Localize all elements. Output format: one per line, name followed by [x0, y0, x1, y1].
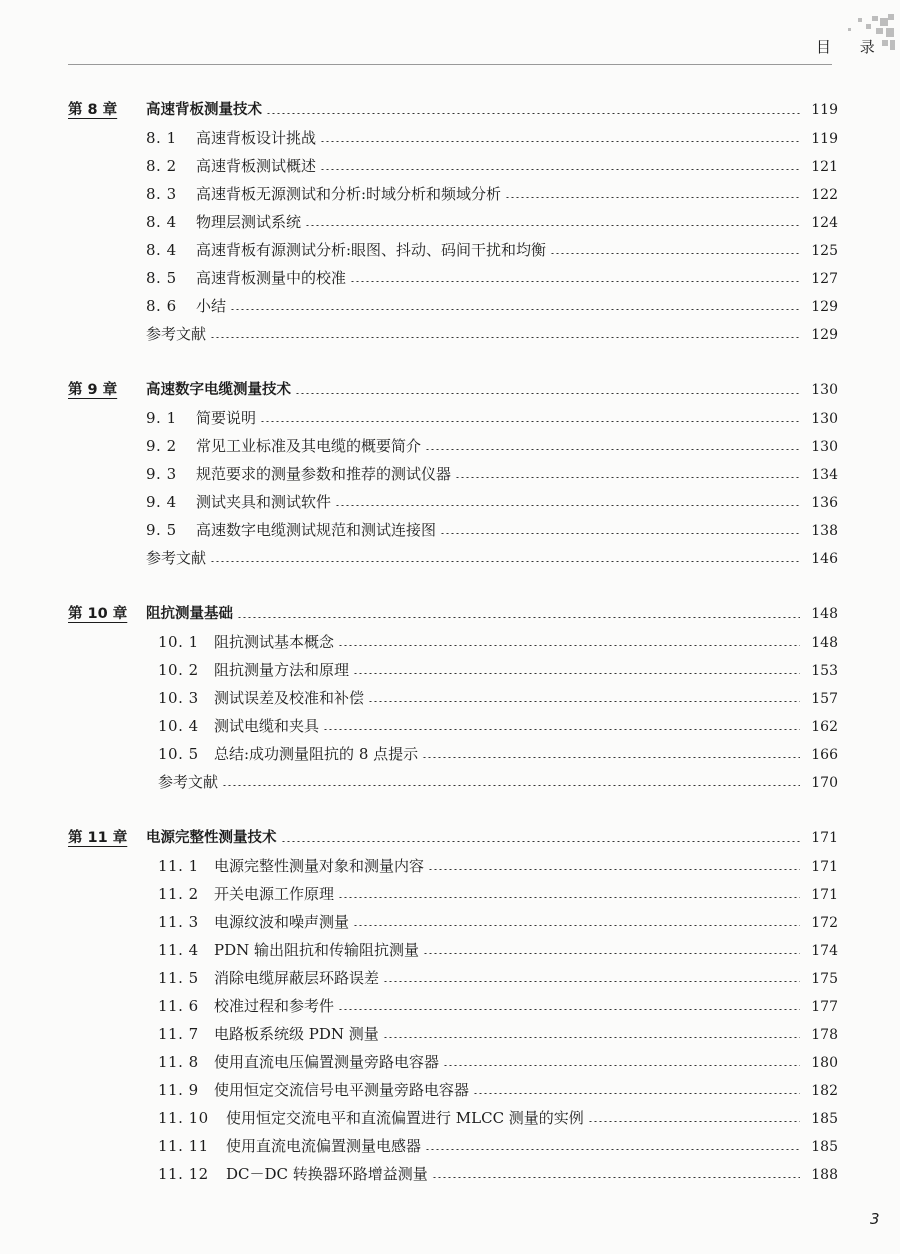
chapter-block — [68, 600, 838, 796]
chapter-entry[interactable] — [68, 376, 838, 404]
chapter-page: 130 — [811, 382, 838, 398]
section-page: 162 — [811, 719, 838, 735]
section-number: 10. 4 — [158, 717, 199, 735]
section-title: 阻抗测试基本概念 — [214, 633, 335, 651]
section-title: 总结:成功测量阻抗的 8 点提示 — [214, 745, 419, 763]
dot-leader — [425, 449, 800, 450]
section-page: 127 — [811, 271, 838, 287]
dot-leader — [440, 533, 800, 534]
dot-leader — [443, 1065, 800, 1066]
dot-leader — [383, 981, 800, 982]
section-title: 测试误差及校准和补偿 — [214, 689, 365, 707]
section-title: 测试电缆和夹具 — [214, 717, 320, 735]
section-title: 开关电源工作原理 — [214, 885, 335, 903]
dot-leader — [353, 673, 800, 674]
dot-leader — [335, 505, 800, 506]
section-entry[interactable] — [68, 1048, 838, 1076]
references-label: 参考文献 — [146, 325, 207, 343]
section-entry[interactable] — [68, 656, 838, 684]
section-number: 8. 3 — [146, 185, 177, 203]
section-number: 10. 2 — [158, 661, 199, 679]
chapter-entry[interactable] — [68, 824, 838, 852]
references-label: 参考文献 — [146, 549, 207, 567]
section-entry[interactable] — [68, 964, 838, 992]
chapter-page: 171 — [811, 830, 838, 846]
chapter-page: 148 — [811, 606, 838, 622]
dot-leader — [455, 477, 800, 478]
chapter-block — [68, 376, 838, 572]
section-entry[interactable] — [68, 152, 838, 180]
section-entry[interactable] — [68, 712, 838, 740]
section-entry[interactable] — [68, 124, 838, 152]
section-entry[interactable] — [68, 1160, 838, 1188]
dot-leader — [281, 841, 801, 842]
dot-leader — [210, 561, 800, 562]
section-page: 138 — [811, 523, 838, 539]
section-page: 134 — [811, 467, 838, 483]
section-page: 119 — [811, 131, 838, 147]
section-title: 高速背板有源测试分析:眼图、抖动、码间干扰和均衡 — [196, 241, 547, 259]
dot-leader — [222, 785, 800, 786]
section-number: 10. 3 — [158, 689, 199, 707]
section-entry[interactable] — [68, 292, 838, 320]
section-entry[interactable] — [68, 236, 838, 264]
section-title: 高速背板测量中的校准 — [196, 269, 347, 287]
chapter-block — [68, 824, 838, 1188]
section-page: 182 — [811, 1083, 838, 1099]
dot-leader — [428, 869, 800, 870]
section-number: 11. 3 — [158, 913, 199, 931]
header-rule — [68, 64, 832, 65]
section-title: 使用直流电流偏置测量电感器 — [226, 1137, 422, 1155]
section-entry[interactable] — [68, 1132, 838, 1160]
section-title: DC－DC 转换器环路增益测量 — [226, 1165, 428, 1183]
dot-leader — [230, 309, 800, 310]
section-number: 11. 6 — [158, 997, 199, 1015]
dot-leader — [237, 617, 800, 618]
chapter-number: 第 9 章 — [68, 382, 118, 398]
section-page: 153 — [811, 663, 838, 679]
section-entry[interactable] — [68, 404, 838, 432]
dot-leader — [260, 421, 800, 422]
section-entry[interactable] — [68, 740, 838, 768]
section-title: 使用恒定交流电平和直流偏置进行 MLCC 测量的实例 — [226, 1109, 584, 1127]
section-number: 11. 8 — [158, 1053, 199, 1071]
dot-leader — [338, 897, 800, 898]
section-title: 电路板系统级 PDN 测量 — [214, 1025, 379, 1043]
chapter-entry[interactable] — [68, 96, 838, 124]
section-page: 188 — [811, 1167, 838, 1183]
dot-leader — [425, 1149, 800, 1150]
section-entry[interactable] — [68, 992, 838, 1020]
section-title: 简要说明 — [196, 409, 257, 427]
section-entry[interactable] — [68, 936, 838, 964]
section-page: 178 — [811, 1027, 838, 1043]
references-label: 参考文献 — [158, 773, 219, 791]
section-number: 9. 5 — [146, 521, 177, 539]
section-entry[interactable] — [68, 432, 838, 460]
section-page: 122 — [811, 187, 838, 203]
chapter-page: 119 — [811, 102, 838, 118]
chapter-title: 电源完整性测量技术 — [146, 830, 277, 846]
section-number: 9. 4 — [146, 493, 177, 511]
section-title: 电源纹波和噪声测量 — [214, 913, 350, 931]
dot-leader — [422, 757, 800, 758]
section-title: PDN 输出阻抗和传输阻抗测量 — [214, 941, 420, 959]
section-entry[interactable] — [68, 460, 838, 488]
chapter-entry[interactable] — [68, 600, 838, 628]
section-page: 157 — [811, 691, 838, 707]
section-page: 180 — [811, 1055, 838, 1071]
section-entry[interactable] — [68, 488, 838, 516]
dot-leader — [305, 225, 800, 226]
section-number: 8. 4 — [146, 213, 177, 231]
dot-leader — [295, 393, 800, 394]
section-page: 130 — [811, 411, 838, 427]
dot-leader — [266, 113, 800, 114]
section-title: 小结 — [196, 297, 227, 315]
section-page: 130 — [811, 439, 838, 455]
dot-leader — [550, 253, 800, 254]
chapter-number: 第 8 章 — [68, 102, 118, 118]
section-page: 146 — [811, 551, 838, 567]
section-title: 消除电缆屏蔽层环路误差 — [214, 969, 380, 987]
section-number: 10. 5 — [158, 745, 199, 763]
dot-leader — [368, 701, 800, 702]
section-number: 10. 1 — [158, 633, 199, 651]
dot-leader — [210, 337, 800, 338]
section-entry[interactable] — [68, 852, 838, 880]
chapter-number: 第 10 章 — [68, 606, 128, 622]
section-page: 174 — [811, 943, 838, 959]
section-title: 高速背板测试概述 — [196, 157, 317, 175]
section-title: 常见工业标准及其电缆的概要简介 — [196, 437, 422, 455]
section-page: 121 — [811, 159, 838, 175]
section-number: 11. 7 — [158, 1025, 199, 1043]
section-entry[interactable] — [68, 684, 838, 712]
section-number: 11. 12 — [158, 1165, 209, 1183]
section-entry[interactable] — [68, 180, 838, 208]
dot-leader — [338, 645, 800, 646]
section-number: 8. 4 — [146, 241, 177, 259]
section-page: 166 — [811, 747, 838, 763]
header-title: 目 录 — [816, 38, 887, 56]
section-number: 8. 6 — [146, 297, 177, 315]
dot-leader — [323, 729, 800, 730]
section-entry[interactable] — [68, 880, 838, 908]
section-page: 129 — [811, 327, 838, 343]
page-number: 3 — [870, 1210, 880, 1228]
dot-leader — [350, 281, 800, 282]
section-number: 8. 2 — [146, 157, 177, 175]
section-page: 148 — [811, 635, 838, 651]
section-title: 规范要求的测量参数和推荐的测试仪器 — [196, 465, 452, 483]
chapter-title: 阻抗测量基础 — [146, 606, 233, 622]
section-page: 125 — [811, 243, 838, 259]
section-page: 175 — [811, 971, 838, 987]
section-entry[interactable] — [68, 908, 838, 936]
section-page: 185 — [811, 1111, 838, 1127]
section-title: 高速数字电缆测试规范和测试连接图 — [196, 521, 437, 539]
section-number: 11. 11 — [158, 1137, 209, 1155]
section-number: 8. 1 — [146, 129, 177, 147]
section-title: 电源完整性测量对象和测量内容 — [214, 857, 425, 875]
chapter-block — [68, 96, 838, 348]
section-title: 使用恒定交流信号电平测量旁路电容器 — [214, 1081, 470, 1099]
dot-leader — [320, 141, 800, 142]
section-page: 170 — [811, 775, 838, 791]
section-title: 物理层测试系统 — [196, 213, 302, 231]
section-number: 11. 4 — [158, 941, 199, 959]
section-number: 8. 5 — [146, 269, 177, 287]
chapter-number: 第 11 章 — [68, 830, 128, 846]
section-title: 测试夹具和测试软件 — [196, 493, 332, 511]
references-entry[interactable] — [68, 320, 838, 348]
dot-leader — [588, 1121, 800, 1122]
dot-leader — [320, 169, 800, 170]
references-entry[interactable] — [68, 768, 838, 796]
section-page: 177 — [811, 999, 838, 1015]
section-entry[interactable] — [68, 516, 838, 544]
section-title: 使用直流电压偏置测量旁路电容器 — [214, 1053, 440, 1071]
chapter-title: 高速数字电缆测量技术 — [146, 382, 291, 398]
dot-leader — [353, 925, 800, 926]
section-number: 9. 2 — [146, 437, 177, 455]
section-number: 9. 1 — [146, 409, 177, 427]
section-number: 11. 5 — [158, 969, 199, 987]
section-title: 高速背板无源测试和分析:时域分析和频域分析 — [196, 185, 502, 203]
section-number: 11. 1 — [158, 857, 199, 875]
section-entry[interactable] — [68, 208, 838, 236]
references-entry[interactable] — [68, 544, 838, 572]
dot-leader — [473, 1093, 800, 1094]
section-number: 11. 10 — [158, 1109, 209, 1127]
section-number: 11. 9 — [158, 1081, 199, 1099]
chapter-title: 高速背板测量技术 — [146, 102, 262, 118]
section-page: 124 — [811, 215, 838, 231]
dot-leader — [383, 1037, 800, 1038]
section-entry[interactable] — [68, 1104, 838, 1132]
section-entry[interactable] — [68, 628, 838, 656]
section-page: 171 — [811, 887, 838, 903]
section-page: 129 — [811, 299, 838, 315]
section-title: 高速背板设计挑战 — [196, 129, 317, 147]
section-entry[interactable] — [68, 1020, 838, 1048]
section-entry[interactable] — [68, 1076, 838, 1104]
section-page: 172 — [811, 915, 838, 931]
dot-leader — [432, 1177, 800, 1178]
section-title: 阻抗测量方法和原理 — [214, 661, 350, 679]
section-number: 11. 2 — [158, 885, 199, 903]
table-of-contents — [68, 96, 838, 1216]
section-page: 185 — [811, 1139, 838, 1155]
section-page: 136 — [811, 495, 838, 511]
section-number: 9. 3 — [146, 465, 177, 483]
section-page: 171 — [811, 859, 838, 875]
dot-leader — [338, 1009, 800, 1010]
section-title: 校准过程和参考件 — [214, 997, 335, 1015]
section-entry[interactable] — [68, 264, 838, 292]
dot-leader — [505, 197, 800, 198]
dot-leader — [423, 953, 800, 954]
